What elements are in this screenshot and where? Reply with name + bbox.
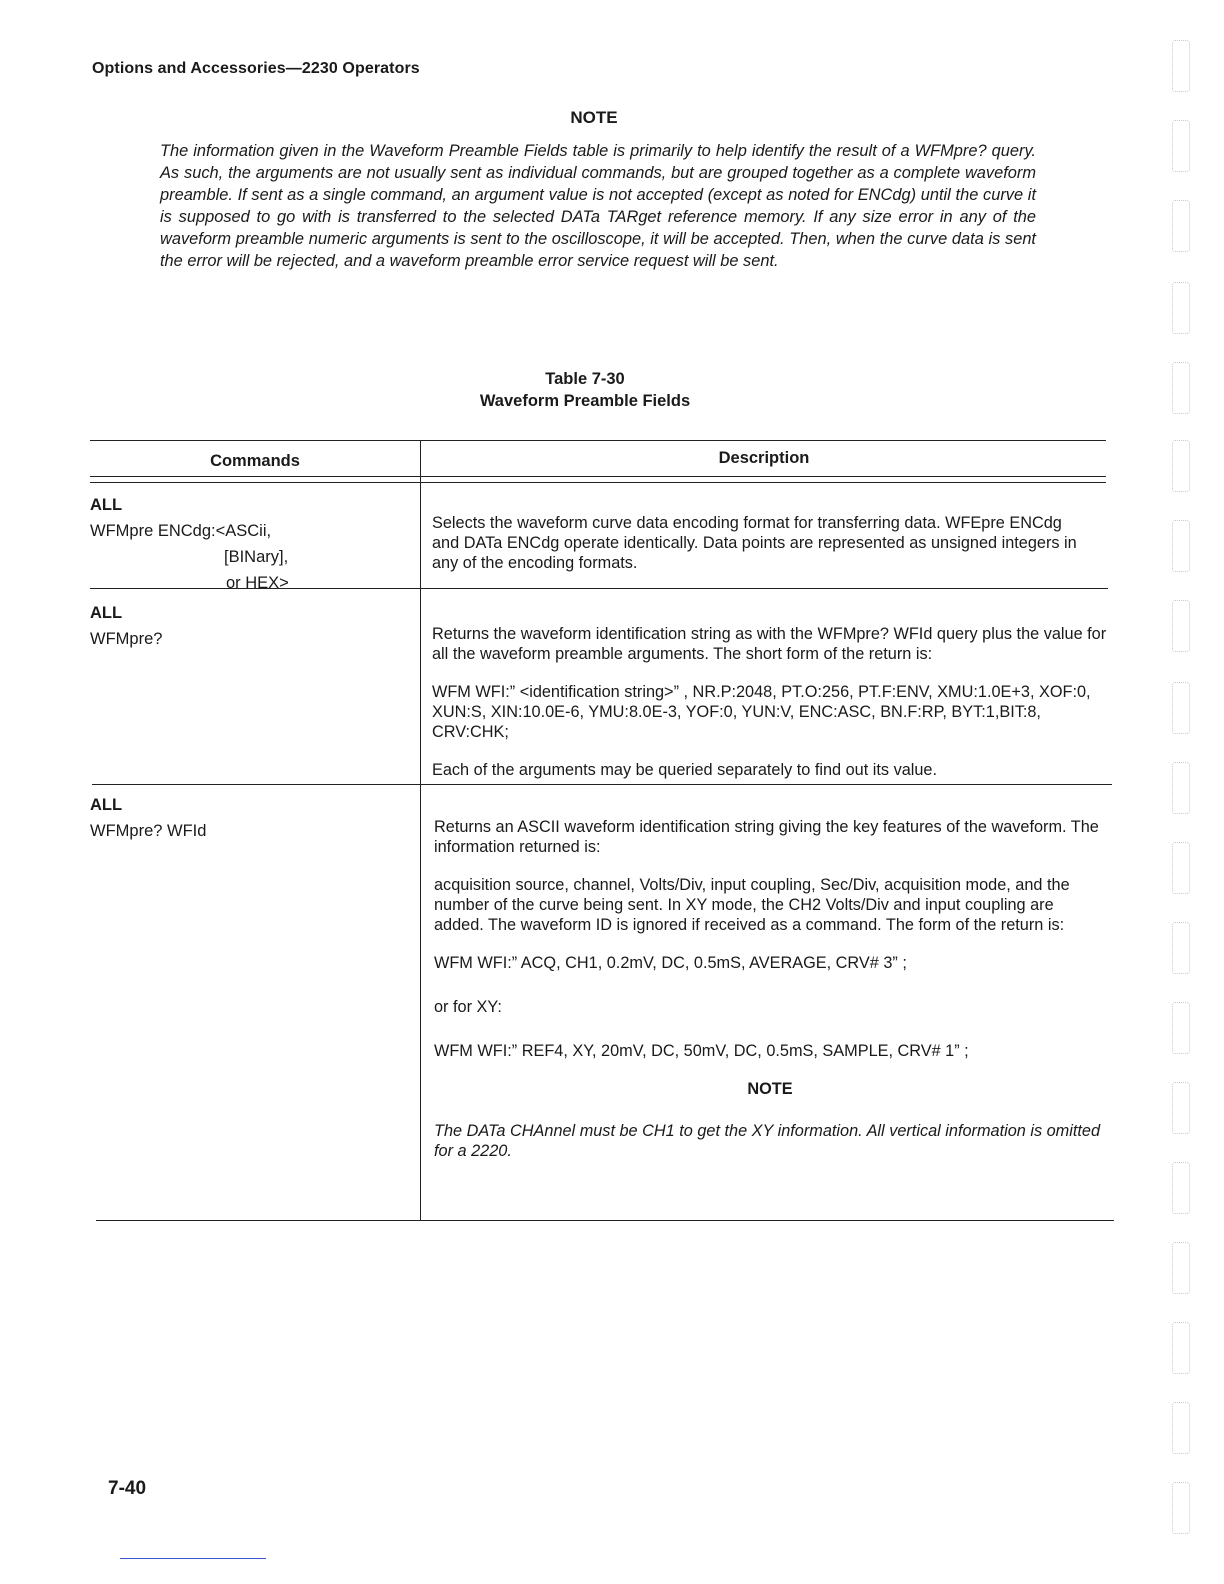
header-bottom-rule-2 <box>90 482 1106 483</box>
binder-mark <box>1172 600 1190 652</box>
binder-mark <box>1172 1402 1190 1454</box>
binder-mark <box>1172 520 1190 572</box>
row-1-commands <box>90 492 289 596</box>
page-header: Options and Accessories—2230 Operators <box>92 60 420 77</box>
row-1-group: ALL <box>90 496 123 514</box>
binder-mark <box>1172 842 1190 894</box>
binder-mark <box>1172 1482 1190 1534</box>
row-2-command: WFMpre? <box>90 630 163 648</box>
column-divider <box>420 441 421 1221</box>
row-3-xy-label: or for XY: <box>434 998 502 1016</box>
binder-mark <box>1172 762 1190 814</box>
row-3-command: WFMpre? WFId <box>90 822 207 840</box>
row-3-group: ALL <box>90 796 123 814</box>
table-bottom-rule <box>96 1220 1114 1221</box>
note-heading: NOTE <box>570 108 618 127</box>
binder-mark <box>1172 1322 1190 1374</box>
row-3-note-text: The DATa CHAnnel must be CH1 to get the XY information. All vertical information is omitted for a 2220. <box>434 1122 1101 1160</box>
row-2-return-form: WFM WFI:” <identification string>” , NR.P:2048, PT.O:256, PT.F:ENV, XMU:1.0E+3, XOF:0, XUN:S, XIN:10.0E-6, YMU:8.0E-3, YOF:0, YUN:V, ENC:ASC, BN.F:RP, BYT:1,BIT:8, CRV:CHK; <box>432 683 1091 741</box>
row-3-return-example: WFM WFI:” ACQ, CH1, 0.2mV, DC, 0.5mS, AVERAGE, CRV# 3” ; <box>434 954 907 972</box>
row-2-desc-text: Returns the waveform identification string as with the WFMpre? WFId query plus the value for all the waveform preamble arguments. The short form of the return is: <box>432 625 1107 663</box>
row-2-description <box>432 624 1108 792</box>
table-top-rule <box>90 440 1106 441</box>
binder-mark <box>1172 282 1190 334</box>
row-1-command-arg-2: [BINary], <box>224 548 289 566</box>
note-text: The information given in the Waveform Preamble Fields table is primarily to help identify the result of a WFMpre? query. As such, the arguments are not usually sent as individual commands, but are grouped together as a complete waveform preamble. If sent as a single command, an argument value is not accepted (except as noted for ENCdg) until the curve it is supposed to go with is transferred to the selected DATa TARget reference memory. If any size error in any of the waveform preamble numeric arguments is sent to the oscilloscope, it will be accepted. Then, when the curve data is sent the error will be rejected, and a waveform preamble error service request will be sent. <box>160 142 1036 270</box>
binder-mark <box>1172 40 1190 92</box>
binder-mark <box>1172 440 1190 492</box>
binder-mark <box>1172 922 1190 974</box>
row-1-description <box>432 513 1092 585</box>
footer-line <box>120 1558 266 1559</box>
binder-mark <box>1172 1162 1190 1214</box>
binder-mark <box>1172 1002 1190 1054</box>
row-3-desc-detail: acquisition source, channel, Volts/Div, input coupling, Sec/Div, acquisition mode, and the number of the curve being sent. In XY mode, the CH2 Volts/Div and input coupling are added. The waveform ID is ignored if received as a command. The form of the return is: <box>434 876 1070 934</box>
binder-mark <box>1172 200 1190 252</box>
binder-mark <box>1172 1082 1190 1134</box>
table-title: Waveform Preamble Fields <box>479 392 691 410</box>
table-caption <box>0 368 1170 412</box>
row-3-note-heading: NOTE <box>747 1080 793 1098</box>
binder-mark <box>1172 120 1190 172</box>
table-number: Table 7-30 <box>545 370 625 388</box>
column-header-description: Description <box>718 449 810 467</box>
binder-mark <box>1172 362 1190 414</box>
row-1-desc-text: Selects the waveform curve data encoding format for transferring data. WFEpre ENCdg and DATa ENCdg operate identically. Data points are represented as unsigned integers in any of the encoding formats. <box>432 514 1077 572</box>
row-3-commands <box>90 792 206 844</box>
column-header-commands: Commands <box>210 452 300 470</box>
page-number: 7-40 <box>108 1478 147 1499</box>
row-2-group: ALL <box>90 604 123 622</box>
binder-mark <box>1172 682 1190 734</box>
row-2-desc-note: Each of the arguments may be queried separately to find out its value. <box>432 761 938 779</box>
row-2-commands <box>90 600 162 652</box>
row-3-description <box>434 817 1106 1173</box>
header-bottom-rule <box>90 476 1106 477</box>
row-3-desc-text: Returns an ASCII waveform identification string giving the key features of the waveform. The information returned is: <box>434 818 1099 856</box>
row-3-xy-example: WFM WFI:” REF4, XY, 20mV, DC, 50mV, DC, 0.5mS, SAMPLE, CRV# 1” ; <box>434 1042 969 1060</box>
row-1-command: WFMpre ENCdg:<ASCii, <box>90 522 272 540</box>
row-1-command-arg-3: or HEX> <box>226 574 289 592</box>
binder-mark <box>1172 1242 1190 1294</box>
